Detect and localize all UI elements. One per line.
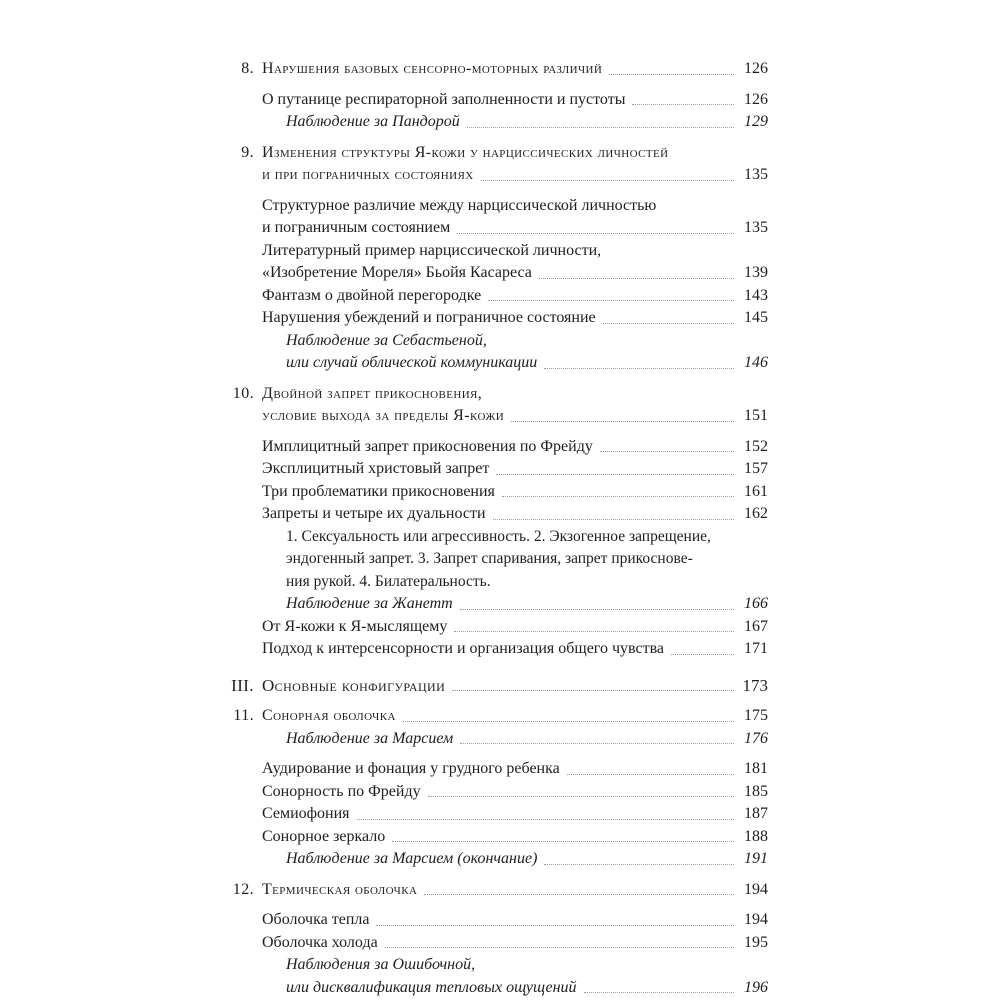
dot-leader <box>357 819 734 820</box>
toc-row <box>228 977 768 1000</box>
toc-entry-title: Изменения структуры Я-кожи у нарциссических личностей <box>262 143 669 161</box>
toc-entry-page: 151 <box>744 407 768 424</box>
toc-entry-page: 139 <box>744 264 768 281</box>
dot-leader <box>460 609 734 610</box>
toc-entry-title: Три проблематики прикосновения <box>262 482 495 500</box>
dot-leader <box>454 631 734 632</box>
toc-entry-title: ния рукой. 4. Билатеральность. <box>286 572 491 590</box>
toc-entry-title: Наблюдение за Жанетт <box>286 595 453 612</box>
toc-entry-page: 173 <box>742 675 768 695</box>
toc-row <box>228 142 768 165</box>
toc-row <box>228 285 768 308</box>
toc-entry-page: 157 <box>744 460 768 477</box>
toc-entry-title: Имплицитный запрет прикосновения по Фрейду <box>262 437 593 455</box>
toc-entry-title: «Изобретение Мореля» Бьойя Касареса <box>262 264 532 281</box>
toc-entry-title: или случай облической коммуникации <box>286 354 538 371</box>
dot-leader <box>452 690 734 691</box>
toc-entry-page: 194 <box>744 911 768 928</box>
toc-entry-title: эндогенный запрет. 3. Запрет спаривания, запрет прикоснове- <box>286 550 693 567</box>
dot-leader <box>488 300 734 301</box>
toc-entry-title: Запреты и четыре их дуальности <box>262 505 486 522</box>
toc-entry-title: Наблюдение за Марсием <box>286 729 454 747</box>
toc-row <box>228 781 768 804</box>
toc-entry-title: и пограничным состоянием <box>262 219 451 236</box>
toc-row <box>228 758 768 781</box>
dot-leader <box>467 127 734 128</box>
toc-entry-number: 9. <box>241 143 254 161</box>
toc-entry-title: Аудирование и фонация у грудного ребенка <box>262 760 560 777</box>
toc-entry-page: 176 <box>744 729 768 747</box>
toc-entry-page: 188 <box>744 827 768 845</box>
toc-row <box>228 593 768 616</box>
toc-row <box>228 826 768 849</box>
toc-entry-title: 1. Сексуальность или агрессивность. 2. Экзогенное запрещение, <box>286 527 711 545</box>
dot-leader <box>403 721 734 722</box>
toc-entry-title: О путанице респираторной заполненности и пустоты <box>262 90 626 108</box>
toc-entry-page: 162 <box>744 505 768 522</box>
toc-entry-title: Эксплицитный христовый запрет <box>262 460 490 477</box>
toc-row <box>228 932 768 955</box>
toc-entry-title: Основные конфигурации <box>262 675 446 695</box>
toc-entry-title: Термическая оболочка <box>262 880 418 898</box>
dot-leader <box>539 278 734 279</box>
toc-row <box>228 954 768 977</box>
dot-leader <box>493 519 735 520</box>
toc-row <box>228 728 768 751</box>
toc-row <box>228 58 768 81</box>
dot-leader <box>511 421 734 422</box>
toc-row <box>228 879 768 902</box>
toc-row <box>228 803 768 826</box>
toc-row <box>228 352 768 375</box>
toc-entry-title: Наблюдение за Пандорой <box>286 113 460 130</box>
toc-entry-title: или дисквалификация тепловых ощущений <box>286 978 577 996</box>
toc-entry-title: и при пограничных состояниях <box>262 166 474 183</box>
toc-row <box>228 909 768 932</box>
toc-entry-page: 167 <box>744 617 768 635</box>
dot-leader <box>457 233 734 234</box>
toc-row <box>228 89 768 112</box>
toc-row <box>228 481 768 504</box>
toc-entry-title: Наблюдение за Марсием (окончание) <box>286 850 538 867</box>
toc-entry-title: Фантазм о двойной перегородке <box>262 286 482 304</box>
toc-entry-page: 135 <box>744 166 768 183</box>
toc-row <box>228 526 768 549</box>
dot-leader <box>544 368 734 369</box>
toc-entry-page: 171 <box>744 640 768 657</box>
dot-leader <box>567 774 734 775</box>
toc-row <box>228 330 768 353</box>
toc-row <box>228 240 768 263</box>
toc-row <box>228 405 768 428</box>
toc-entry-title: Нарушения убеждений и пограничное состояние <box>262 309 596 326</box>
toc-entry-page: 194 <box>744 880 768 898</box>
toc-entry-number: III. <box>231 675 254 695</box>
toc-entry-title: Нарушения базовых сенсорно-моторных различий <box>262 60 603 77</box>
toc-row <box>228 164 768 187</box>
toc-entry-number: 11. <box>233 707 254 724</box>
dot-leader <box>671 654 734 655</box>
toc-entry-page: 181 <box>744 760 768 777</box>
toc-entry-title: Структурное различие между нарциссической личностью <box>262 196 657 214</box>
toc-row <box>228 503 768 526</box>
toc-row <box>228 848 768 871</box>
toc-entry-page: 152 <box>744 437 768 455</box>
toc-entry-page: 195 <box>744 933 768 951</box>
toc-entry-page: 166 <box>744 595 768 612</box>
dot-leader <box>385 947 734 948</box>
toc-entry-title: Сонорность по Фрейду <box>262 782 421 800</box>
dot-leader <box>460 743 734 744</box>
toc-row <box>228 638 768 661</box>
toc-row <box>228 548 768 571</box>
toc-entry-title: Наблюдение за Себастьеной, <box>286 331 487 349</box>
toc-entry-page: 187 <box>744 805 768 822</box>
table-of-contents <box>228 58 768 999</box>
dot-leader <box>502 496 734 497</box>
toc-entry-title: условие выхода за пределы Я-кожи <box>262 407 505 424</box>
toc-row <box>228 111 768 134</box>
toc-entry-title: Оболочка тепла <box>262 911 370 928</box>
toc-entry-page: 175 <box>744 707 768 724</box>
toc-entry-page: 126 <box>744 90 768 108</box>
toc-entry-title: Семиофония <box>262 805 350 822</box>
toc-row <box>228 705 768 728</box>
toc-entry-title: Сонорное зеркало <box>262 827 386 845</box>
dot-leader <box>584 992 734 993</box>
dot-leader <box>496 474 734 475</box>
toc-row <box>228 616 768 639</box>
toc-row <box>228 458 768 481</box>
toc-entry-page: 143 <box>744 286 768 304</box>
dot-leader <box>632 104 734 105</box>
toc-entry-page: 126 <box>744 60 768 77</box>
toc-entry-title: Сонорная оболочка <box>262 707 396 724</box>
toc-entry-page: 146 <box>744 354 768 371</box>
toc-entry-page: 135 <box>744 219 768 236</box>
dot-leader <box>603 323 734 324</box>
dot-leader <box>481 180 734 181</box>
toc-entry-page: 145 <box>744 309 768 326</box>
dot-leader <box>609 74 734 75</box>
dot-leader <box>376 925 734 926</box>
dot-leader <box>544 864 734 865</box>
toc-entry-title: Подход к интерсенсорности и организация общего чувства <box>262 640 665 657</box>
toc-rows <box>228 58 768 999</box>
toc-entry-page: 196 <box>744 978 768 996</box>
toc-row <box>228 571 768 594</box>
toc-entry-page: 191 <box>744 850 768 867</box>
dot-leader <box>424 894 734 895</box>
toc-entry-number: 10. <box>232 384 254 402</box>
toc-entry-title: Литературный пример нарциссической личности, <box>262 241 602 259</box>
toc-row <box>228 195 768 218</box>
toc-row <box>228 217 768 240</box>
toc-entry-title: Двойной запрет прикосновения, <box>262 384 483 402</box>
dot-leader <box>392 841 734 842</box>
toc-entry-number: 8. <box>241 60 254 77</box>
toc-entry-title: От Я-кожи к Я-мыслящему <box>262 617 448 635</box>
toc-entry-page: 185 <box>744 782 768 800</box>
toc-row <box>228 675 768 698</box>
dot-leader <box>428 796 734 797</box>
toc-entry-title: Наблюдения за Ошибочной, <box>286 956 476 973</box>
toc-row <box>228 262 768 285</box>
toc-row <box>228 307 768 330</box>
toc-row <box>228 383 768 406</box>
toc-entry-title: Оболочка холода <box>262 933 378 951</box>
toc-entry-page: 129 <box>744 113 768 130</box>
toc-entry-page: 161 <box>744 482 768 500</box>
dot-leader <box>600 451 734 452</box>
toc-entry-number: 12. <box>232 880 254 898</box>
toc-row <box>228 436 768 459</box>
